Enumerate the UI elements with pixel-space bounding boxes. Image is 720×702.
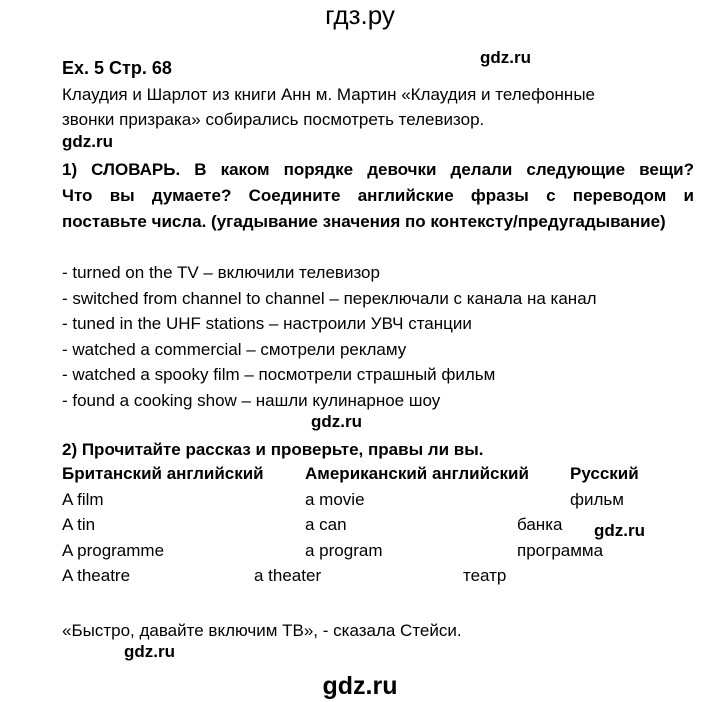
column-header-american: Американский английский bbox=[305, 464, 529, 483]
vocabulary-item: - found a cooking show – нашли кулинарное шоу bbox=[62, 390, 441, 410]
vocabulary-item: - switched from channel to channel – переключали с канала на канал bbox=[62, 288, 597, 308]
vocabulary-list bbox=[62, 260, 597, 414]
exercise-heading: Ex. 5 Стр. 68 bbox=[62, 58, 172, 78]
table-cell: театр bbox=[463, 566, 507, 585]
table-cell: a theater bbox=[254, 566, 322, 585]
vocabulary-item: - watched a commercial – смотрели рекламу bbox=[62, 339, 407, 359]
vocabulary-item: - turned on the TV – включили телевизор bbox=[62, 263, 380, 282]
table-cell: a can bbox=[305, 515, 347, 534]
watermark: gdz.ru bbox=[480, 48, 531, 67]
table-cell: a program bbox=[305, 541, 383, 560]
table-cell: A theatre bbox=[62, 566, 131, 585]
watermark: gdz.ru bbox=[594, 521, 645, 540]
table-cell: фильм bbox=[570, 490, 624, 509]
table-cell: A programme bbox=[62, 541, 165, 560]
column-header-british: Британский английский bbox=[62, 464, 264, 483]
task-1-line: 1) СЛОВАРЬ. В каком порядке девочки делали следующие вещи? bbox=[62, 160, 694, 179]
watermark: gdz.ru bbox=[62, 132, 113, 151]
table-cell: a movie bbox=[305, 490, 365, 509]
table-cell: A tin bbox=[62, 515, 96, 534]
vocabulary-item: - tuned in the UHF stations – настроили УВЧ станции bbox=[62, 314, 472, 334]
vocabulary-item: - watched a spooky film – посмотрели страшный фильм bbox=[62, 365, 496, 385]
site-title: гдз.ру bbox=[325, 0, 395, 30]
table-cell: банка bbox=[517, 515, 563, 534]
task-1-instructions bbox=[62, 157, 694, 235]
quote: «Быстро, давайте включим ТВ», - сказала Стейси. bbox=[62, 621, 462, 640]
task-1-line: Что вы думаете? Соедините английские фразы с переводом и bbox=[62, 186, 694, 205]
task-2-instructions: 2) Прочитайте рассказ и проверьте, правы ли вы. bbox=[62, 440, 484, 459]
table-cell: программа bbox=[517, 541, 604, 560]
table-cell: A film bbox=[62, 490, 104, 509]
task-1-line: поставьте числа. (угадывание значения по контексту/предугадывание) bbox=[62, 212, 666, 231]
column-header-russian: Русский bbox=[570, 464, 639, 483]
intro-line: звонки призрака» собирались посмотреть телевизор. bbox=[62, 110, 485, 129]
watermark: gdz.ru bbox=[124, 642, 175, 661]
footer-site-name: gdz.ru bbox=[322, 672, 398, 700]
watermark: gdz.ru bbox=[311, 412, 362, 431]
intro-line: Клаудия и Шарлот из книги Анн м. Мартин «Клаудия и телефонные bbox=[62, 85, 595, 104]
